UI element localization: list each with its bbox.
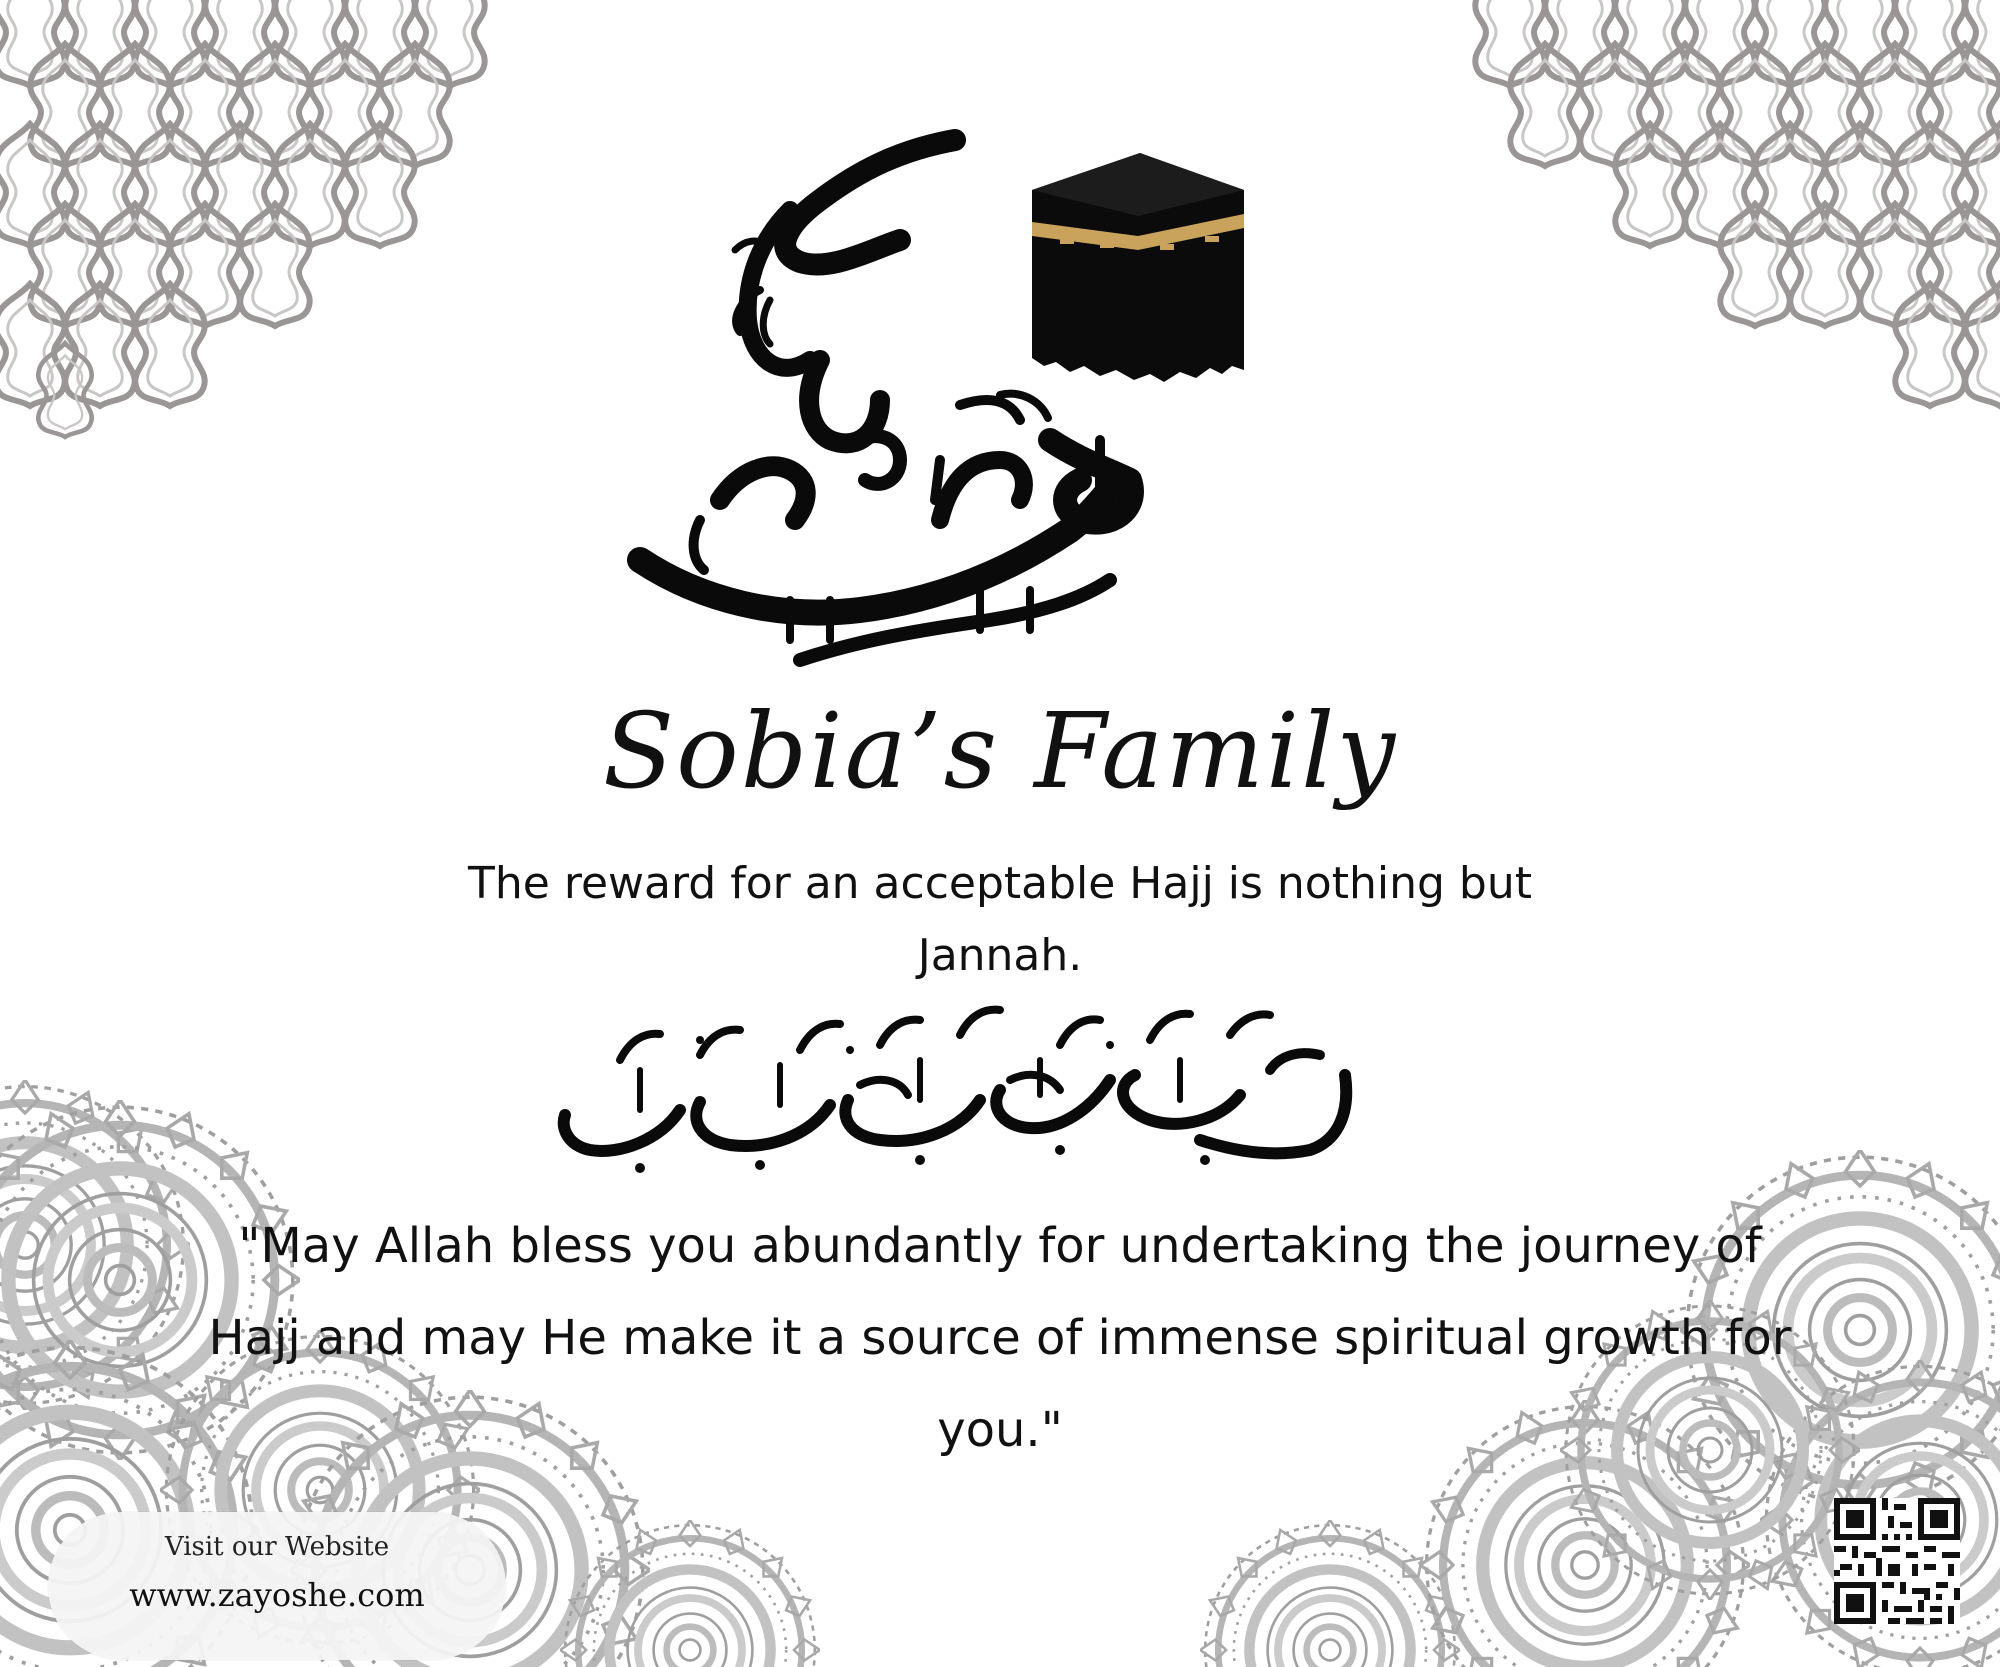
hajj-reward-line-2: Jannah.	[917, 930, 1083, 981]
website-url-link[interactable]: www.zayoshe.com	[129, 1576, 425, 1614]
visit-website-label: Visit our Website	[164, 1532, 390, 1562]
qr-code-icon[interactable]	[1834, 1498, 1960, 1624]
blessing-quote-line-3: you."	[937, 1402, 1063, 1458]
blessing-quote-line-2: Hajj and may He make it a source of immense spiritual growth for	[208, 1310, 1792, 1366]
blessing-quote-line-1: "May Allah bless you abundantly for undertaking the journey of	[238, 1218, 1762, 1274]
website-badge[interactable]	[48, 1512, 506, 1660]
hajj-reward-caption	[0, 848, 2000, 992]
blessing-quote	[0, 1200, 2000, 1476]
family-name-heading: Sobia’s Family	[602, 690, 1398, 812]
hajj-reward-line-1: The reward for an acceptable Hajj is nothing but	[468, 858, 1532, 909]
